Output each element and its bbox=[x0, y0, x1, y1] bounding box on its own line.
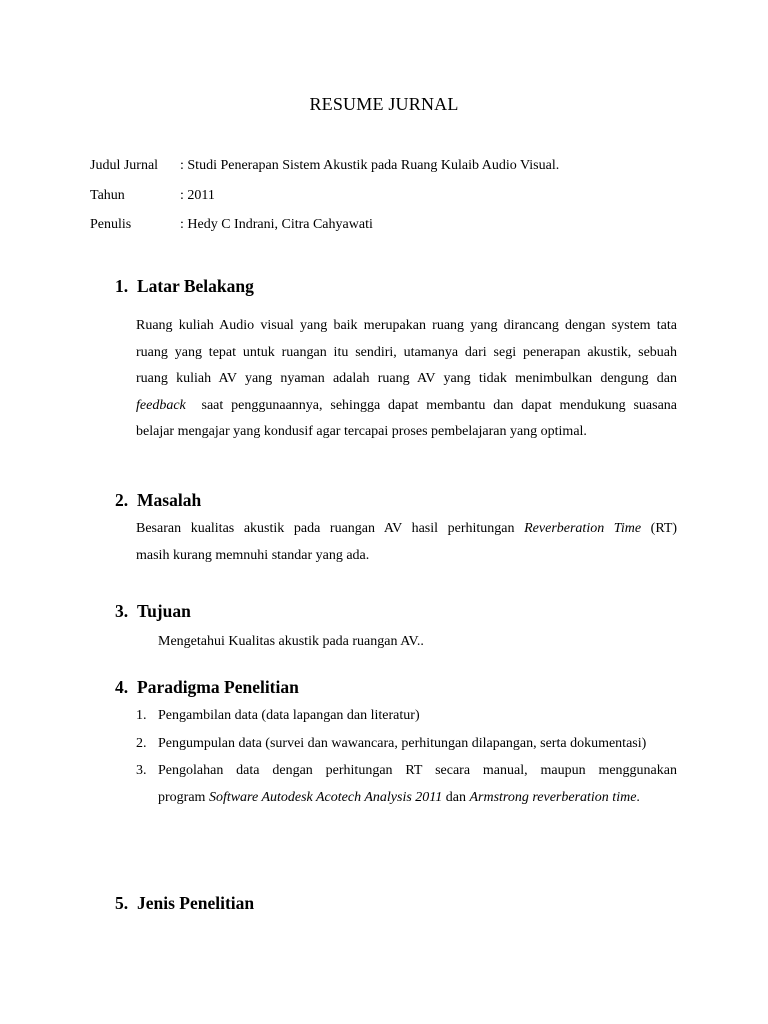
section-title: Tujuan bbox=[137, 601, 191, 621]
paragraph-line: ruang yang tepat untuk ruangan itu sendiri, utamanya dari segi penerapan akustik, sebuah bbox=[136, 344, 677, 360]
section-heading-jenis-penelitian bbox=[115, 893, 254, 914]
line-text: dan bbox=[445, 790, 466, 805]
list-number: 1. bbox=[136, 708, 147, 723]
paragraph-line bbox=[136, 393, 677, 420]
italic-term: Armstrong reverberation time bbox=[469, 790, 637, 805]
line-text: Besaran kualitas akustik pada ruangan AV hasil perhitungan bbox=[136, 521, 515, 536]
paragraph-line: masih kurang memnuhi standar yang ada. bbox=[136, 547, 370, 563]
section-number: 5. bbox=[115, 893, 129, 913]
section-heading-masalah bbox=[115, 490, 201, 511]
meta-value: : Hedy C Indrani, Citra Cahyawati bbox=[180, 217, 373, 232]
section-number: 3. bbox=[115, 601, 129, 621]
section-number: 1. bbox=[115, 276, 129, 296]
paragraph-line: belajar mengajar yang kondusif agar tercapai proses pembelajaran yang optimal. bbox=[136, 424, 587, 440]
paragraph-tujuan: Mengetahui Kualitas akustik pada ruangan AV.. bbox=[158, 634, 424, 649]
list-text: Pengumpulan data (survei dan wawancara, perhitungan dilapangan, serta dokumentasi) bbox=[158, 736, 647, 751]
section-number: 2. bbox=[115, 490, 129, 510]
italic-term: Software Autodesk Acotech Analysis 2011 bbox=[208, 790, 443, 805]
list-text bbox=[158, 763, 677, 779]
line-text: program bbox=[158, 790, 206, 805]
list-text bbox=[158, 790, 677, 806]
list-number: 3. bbox=[136, 763, 147, 778]
line-text: . bbox=[636, 790, 640, 805]
section-heading-latar-belakang bbox=[115, 276, 254, 297]
meta-value: : 2011 bbox=[180, 188, 215, 203]
section-title: Masalah bbox=[137, 490, 202, 510]
line-text: saat penggunaannya, sehingga dapat membantu dan dapat mendukung suasana bbox=[201, 397, 678, 413]
document-title: RESUME JURNAL bbox=[309, 94, 459, 114]
paragraph-line: ruang kuliah AV yang nyaman adalah ruang AV yang tidak menimbulkan dengung dan bbox=[136, 371, 677, 387]
section-heading-tujuan bbox=[115, 601, 191, 622]
meta-key: Tahun bbox=[90, 188, 125, 203]
list-text: Pengambilan data (data lapangan dan literatur) bbox=[158, 708, 420, 723]
meta-key: Penulis bbox=[90, 217, 132, 232]
list-number: 2. bbox=[136, 736, 147, 751]
section-title: Jenis Penelitian bbox=[137, 893, 255, 913]
paragraph-line: Ruang kuliah Audio visual yang baik merupakan ruang yang dirancang dengan system tata bbox=[136, 318, 677, 333]
meta-key: Judul Jurnal bbox=[90, 158, 159, 173]
paragraph-line bbox=[136, 516, 677, 543]
list-line: Pengolahan data dengan perhitungan RT secara manual, maupun menggunakan bbox=[158, 763, 677, 778]
paragraph-latar-belakang bbox=[136, 313, 677, 446]
section-number: 4. bbox=[115, 677, 129, 697]
section-title: Latar Belakang bbox=[137, 276, 254, 296]
section-heading-paradigma bbox=[115, 677, 299, 698]
section-title: Paradigma Penelitian bbox=[137, 677, 299, 697]
meta-value: : Studi Penerapan Sistem Akustik pada Ruang Kulaib Audio Visual. bbox=[180, 158, 560, 173]
line-text: (RT) bbox=[650, 521, 678, 536]
paragraph-masalah bbox=[136, 516, 677, 569]
italic-term: feedback bbox=[136, 397, 186, 413]
italic-term: Reverberation Time bbox=[524, 521, 642, 536]
